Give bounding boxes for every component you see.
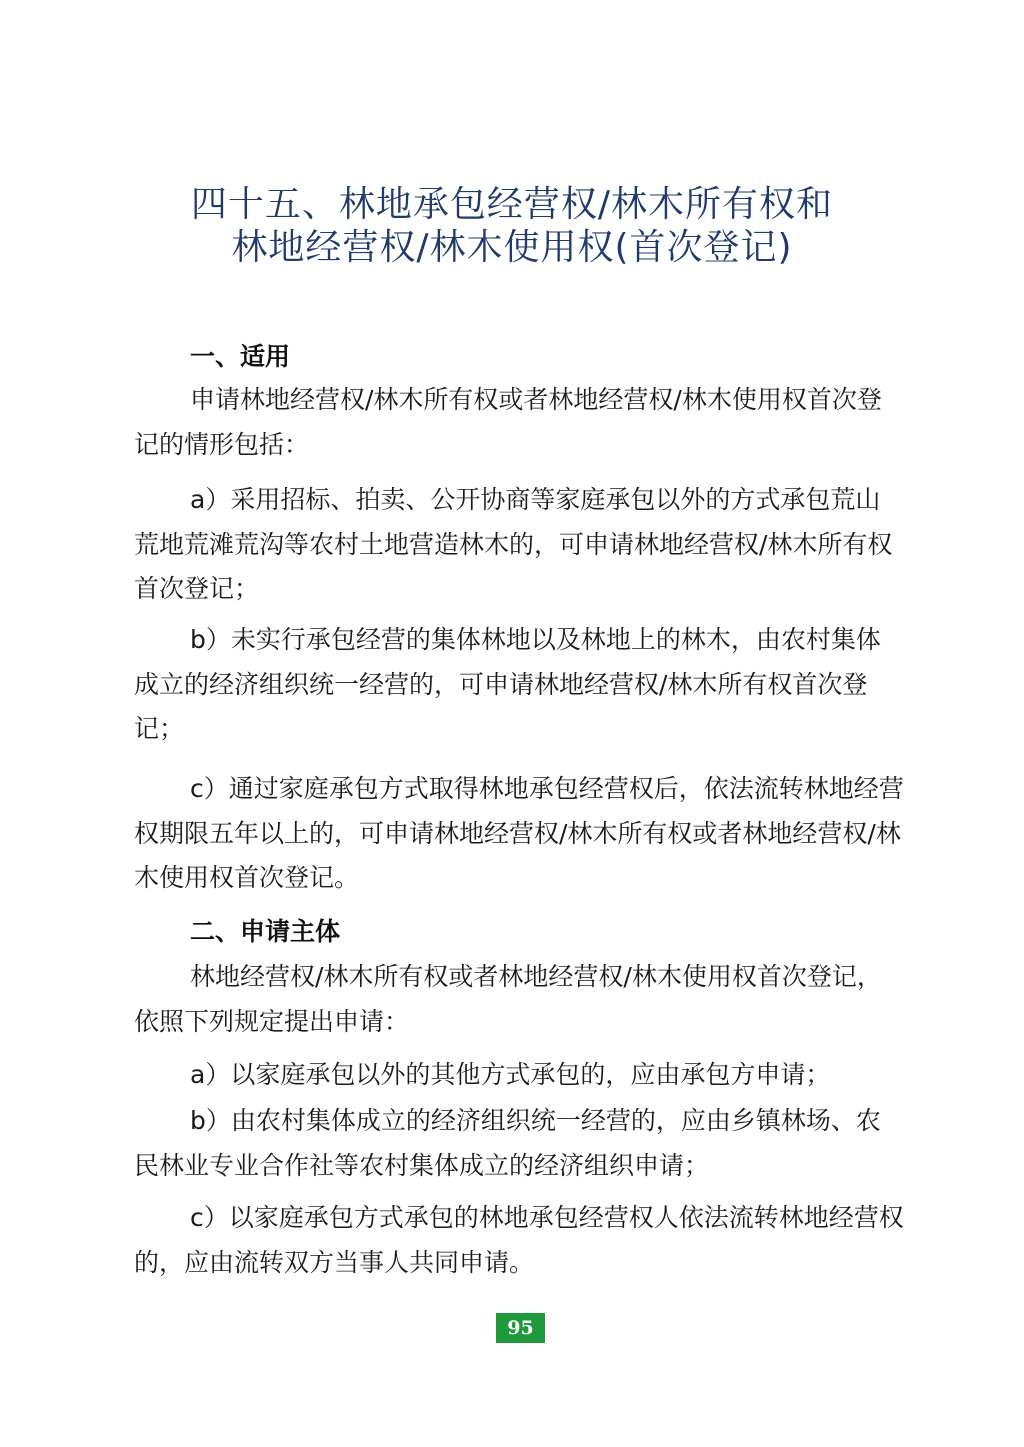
paragraph-applicability-item-c: c）通过家庭承包方式取得林地承包经营权后，依法流转林地经营权期限五年以上的，可申请林地经营权/林木所有权或者林地经营权/林木使用权首次登记。 [134, 774, 904, 892]
page-title-line-2: 林地经营权/林木使用权(首次登记) [231, 227, 793, 268]
section-heading-applicability: 一、适用 [190, 342, 291, 371]
paragraph-applicability-item-b: b）未实行承包经营的集体林地以及林地上的林木，由农村集体成立的经济组织统一经营的，可申请林地经营权/林木所有权首次登记； [134, 625, 881, 743]
paragraph-applicability-intro: 申请林地经营权/林木所有权或者林地经营权/林木使用权首次登记的情形包括： [134, 385, 882, 459]
paragraph-applicability-item-a: a）采用招标、拍卖、公开协商等家庭承包以外的方式承包荒山荒地荒滩荒沟等农村土地营造林木的，可申请林地经营权/林木所有权首次登记； [134, 485, 893, 603]
paragraph-applicant-intro: 林地经营权/林木所有权或者林地经营权/林木使用权首次登记，依照下列规定提出申请： [134, 962, 882, 1036]
paragraph-applicant-item-b: b）由农村集体成立的经济组织统一经营的，应由乡镇林场、农民林业专业合作社等农村集体成立的经济组织申请； [134, 1106, 881, 1180]
paragraph-applicant-item-a: a）以家庭承包以外的其他方式承包的，应由承包方申请； [190, 1060, 831, 1089]
page-title-line-1: 四十五、林地承包经营权/林木所有权和 [190, 184, 834, 225]
section-heading-applicant: 二、申请主体 [190, 917, 341, 946]
paragraph-applicant-item-c: c）以家庭承包方式承包的林地承包经营权人依法流转林地经营权的，应由流转双方当事人共同申请。 [134, 1203, 904, 1277]
page-number-badge: 95 [496, 1313, 545, 1343]
